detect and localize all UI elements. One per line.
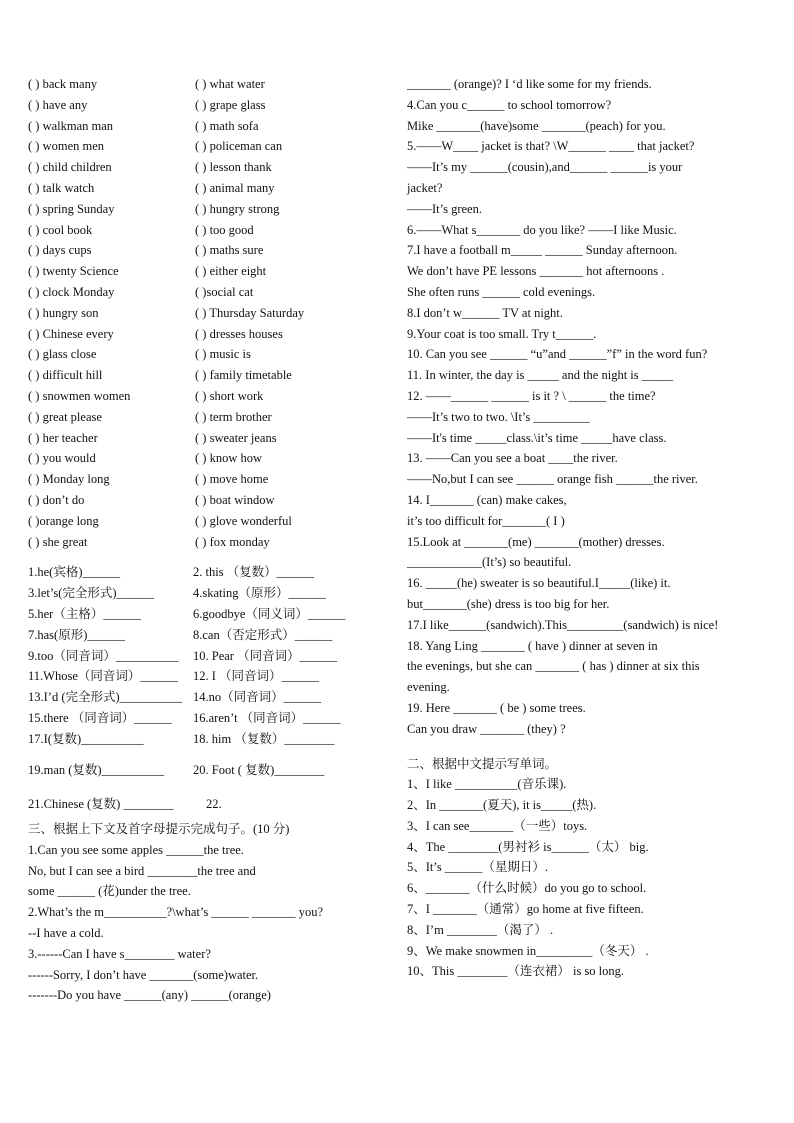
exercise-line: We don’t have PE lessons _______ hot afternoons . xyxy=(407,264,665,279)
spacer xyxy=(28,750,388,760)
section-two-line: 1、I like __________(音乐课). xyxy=(407,777,567,792)
pair-right: 18. him （复数）________ xyxy=(193,731,335,746)
word-form-item: 21.Chinese (复数) ________ xyxy=(28,797,174,812)
exercise-line: 18. Yang Ling _______ ( have ) dinner at seven in xyxy=(407,638,658,653)
section-three-line: ------Sorry, I don’t have _______(some)water. xyxy=(28,967,259,982)
pair-row xyxy=(28,261,388,282)
pair-right: ( ) music is xyxy=(195,347,251,362)
section-three-line: -------Do you have ______(any) ______(orange) xyxy=(28,988,271,1003)
pair-right: 4.skating（原形）______ xyxy=(193,586,326,601)
exercise-line: 7.I have a football m_____ ______ Sunday afternoon. xyxy=(407,243,678,258)
pair-right: 16.aren’t （同音词）______ xyxy=(193,710,341,725)
pair-left: 5.her（主格）______ xyxy=(28,606,141,621)
pair-row xyxy=(28,282,388,303)
exercise-line: ——It’s green. xyxy=(407,201,482,216)
exercise-line: evening. xyxy=(407,680,450,695)
pair-right: ( ) family timetable xyxy=(195,368,292,383)
section-two-line: 2、In _______(夏天), it is_____(热). xyxy=(407,798,597,813)
pair-row xyxy=(28,428,388,449)
exercise-line: but_______(she) dress is too big for her. xyxy=(407,596,610,611)
exercise-line: 12. ——______ ______ is it ? \ ______ the time? xyxy=(407,388,656,403)
exercise-line: Can you draw _______ (they) ? xyxy=(407,721,566,736)
pair-right: ( ) hungry strong xyxy=(195,201,280,216)
pair-right: ( ) sweater jeans xyxy=(195,430,277,445)
pair-right: ( ) move home xyxy=(195,472,269,487)
sentence-completion-lines xyxy=(407,74,765,740)
pair-left: ( ) great please xyxy=(28,409,102,424)
pair-row xyxy=(28,666,388,687)
pair-left: 15.there （同音词）______ xyxy=(28,710,172,725)
pair-right: ( ) Thursday Saturday xyxy=(195,305,305,320)
word-form-items xyxy=(28,562,388,749)
pronunciation-pairs xyxy=(28,74,388,552)
pair-row xyxy=(28,157,388,178)
exercise-line: 8.I don’t w______ TV at night. xyxy=(407,305,563,320)
pair-row xyxy=(28,625,388,646)
pair-right: 2. this （复数）______ xyxy=(193,565,315,580)
pair-row xyxy=(28,469,388,490)
pair-left: ( ) talk watch xyxy=(28,180,95,195)
pair-row xyxy=(28,178,388,199)
pair-left: ( ) twenty Science xyxy=(28,264,119,279)
pair-row xyxy=(28,490,388,511)
section-two-line: 8、I’m ________（渴了） . xyxy=(407,922,554,937)
pair-right: ( ) grape glass xyxy=(195,97,266,112)
pair-left: ( ) difficult hill xyxy=(28,368,103,383)
pair-right: ( ) dresses houses xyxy=(195,326,283,341)
pair-right: 10. Pear （同音词）______ xyxy=(193,648,338,663)
pair-right: 6.goodbye（同义词）______ xyxy=(193,606,346,621)
exercise-line: 16. _____(he) sweater is so beautiful.I_____(like) it. xyxy=(407,576,671,591)
pair-row xyxy=(28,95,388,116)
exercise-line: 6.——What s_______ do you like? ——I like Music. xyxy=(407,222,677,237)
section-three-line: some ______ (花)under the tree. xyxy=(28,884,191,899)
exercise-line: 15.Look at _______(me) _______(mother) dresses. xyxy=(407,534,665,549)
pair-row xyxy=(28,386,388,407)
pair-right: ( ) term brother xyxy=(195,409,272,424)
exercise-line: 11. In winter, the day is _____ and the night is _____ xyxy=(407,368,674,383)
section-two-line: 3、I can see_______（一些）toys. xyxy=(407,818,588,833)
pair-left: ( ) have any xyxy=(28,97,88,112)
pair-right: ( ) lesson thank xyxy=(195,160,272,175)
pair-left: 7.has(原形)______ xyxy=(28,627,125,642)
section-three-line: 3.------Can I have s________ water? xyxy=(28,946,211,961)
exercise-line: it’s too difficult for_______( I ) xyxy=(407,513,565,528)
section-three-title: 三、根据上下文及首字母提示完成句子。(10 分) xyxy=(28,822,290,837)
pair-row xyxy=(28,240,388,261)
pair-right: ( ) too good xyxy=(195,222,254,237)
pair-right: 12. I （同音词）______ xyxy=(193,669,320,684)
section-three-line: No, but I can see a bird ________the tree and xyxy=(28,863,256,878)
pair-left: 17.I(复数)__________ xyxy=(28,731,144,746)
section-two-lines xyxy=(407,774,765,982)
exercise-line: ——It's time _____class.\it’s time _____have class. xyxy=(407,430,667,445)
exercise-line: She often runs ______ cold evenings. xyxy=(407,284,596,299)
pair-left: ( ) child children xyxy=(28,160,112,175)
section-two-line: 10、This ________（连衣裙） is so long. xyxy=(407,964,625,979)
pair-left: 13.I’d (完全形式)__________ xyxy=(28,690,183,705)
pair-row xyxy=(28,532,388,553)
exercise-line: ____________(It’s) so beautiful. xyxy=(407,555,572,570)
pair-left: ( ) Chinese every xyxy=(28,326,114,341)
pair-left: 9.too（同音词）__________ xyxy=(28,648,179,663)
spacer xyxy=(28,552,388,562)
pair-right: ( ) boat window xyxy=(195,492,275,507)
pair-right: ( ) math sofa xyxy=(195,118,259,133)
pair-right: ( ) animal many xyxy=(195,180,275,195)
pair-right: ( ) either eight xyxy=(195,264,267,279)
pair-left: ( ) women men xyxy=(28,139,105,154)
pair-row xyxy=(28,448,388,469)
section-two-line: 5、It’s ______（星期日）. xyxy=(407,860,548,875)
pair-left: 3.let’s(完全形式)______ xyxy=(28,586,155,601)
pair-right: ( ) what water xyxy=(195,77,265,91)
exercise-line: 9.Your coat is too small. Try t______. xyxy=(407,326,597,341)
pair-row xyxy=(28,199,388,220)
pair-right: ( ) maths sure xyxy=(195,243,264,258)
pair-row xyxy=(28,729,388,750)
section-two-line: 6、_______（什么时候）do you go to school. xyxy=(407,881,647,896)
pair-row xyxy=(28,583,388,604)
section-three-line: 1.Can you see some apples ______the tree. xyxy=(28,842,244,857)
exercise-line: 14. I_______ (can) make cakes, xyxy=(407,492,567,507)
section-three-line: --I have a cold. xyxy=(28,926,104,941)
pair-left: ( ) walkman man xyxy=(28,118,114,133)
pair-left: ( ) snowmen women xyxy=(28,388,131,403)
pair-row xyxy=(28,344,388,365)
exercise-line: _______ (orange)? I ‘d like some for my friends. xyxy=(407,77,652,91)
pair-row xyxy=(28,562,388,583)
section-two-line: 7、I _______（通常）go home at five fifteen. xyxy=(407,902,644,917)
pair-left: ( ) she great xyxy=(28,534,88,549)
left-column xyxy=(28,74,388,1006)
pair-row xyxy=(28,687,388,708)
section-three-line: 2.What’s the m__________?\what’s ______ _______ you? xyxy=(28,905,324,920)
pair-row xyxy=(28,407,388,428)
exercise-line: 4.Can you c______ to school tomorrow? xyxy=(407,97,612,112)
section-two-line: 4、The ________(男衬衫 is______（太） big. xyxy=(407,839,649,854)
pair-left: ( ) back many xyxy=(28,77,98,91)
exercise-line: jacket? xyxy=(407,180,443,195)
pair-right: 8.can（否定形式）______ xyxy=(193,627,333,642)
exercise-line: 10. Can you see ______ “u”and ______”f” in the word fun? xyxy=(407,347,708,362)
pair-right: 14.no（同音词）______ xyxy=(193,690,322,705)
spacer xyxy=(407,740,765,754)
exercise-line: 17.I like______(sandwich).This_________(sandwich) is nice! xyxy=(407,617,719,632)
pair-row xyxy=(28,511,388,532)
exercise-line: Mike _______(have)some _______(peach) for you. xyxy=(407,118,666,133)
pair-row xyxy=(28,708,388,729)
pair-right: ( ) policeman can xyxy=(195,139,283,154)
exercise-line: the evenings, but she can _______ ( has ) dinner at six this xyxy=(407,659,700,674)
pair-right: ( ) short work xyxy=(195,388,264,403)
section-three-lines xyxy=(28,840,388,1006)
exercise-line: 19. Here _______ ( be ) some trees. xyxy=(407,700,586,715)
word-form-item: 22. xyxy=(206,797,222,812)
pair-row xyxy=(28,365,388,386)
word-form-item: 20. Foot ( 复数)________ xyxy=(193,762,325,777)
pair-left: ( ) you would xyxy=(28,451,96,466)
exercise-line: ——It’s two to two. \It’s _________ xyxy=(407,409,590,424)
pair-row xyxy=(28,136,388,157)
pair-row xyxy=(28,604,388,625)
pair-left: ( ) don’t do xyxy=(28,492,85,507)
pair-left: ( ) days cups xyxy=(28,243,92,258)
pair-left: ( )orange long xyxy=(28,513,99,528)
word-form-row xyxy=(28,760,388,781)
pair-right: ( ) know how xyxy=(195,451,263,466)
pair-left: ( ) spring Sunday xyxy=(28,201,115,216)
pair-right: ( ) glove wonderful xyxy=(195,513,292,528)
exercise-line: 13. ——Can you see a boat ____the river. xyxy=(407,451,618,466)
pair-left: ( ) hungry son xyxy=(28,305,99,320)
pair-right: ( )social cat xyxy=(195,284,254,299)
exercise-line: 5.——W____ jacket is that? \W______ ____ that jacket? xyxy=(407,139,695,154)
pair-row xyxy=(28,646,388,667)
right-column xyxy=(407,74,765,982)
section-two-title: 二、根据中文提示写单词。 xyxy=(407,756,558,771)
word-form-row xyxy=(28,794,388,815)
pair-right: ( ) fox monday xyxy=(195,534,270,549)
pair-left: ( ) clock Monday xyxy=(28,284,115,299)
word-form-item: 19.man (复数)__________ xyxy=(28,762,165,777)
exercise-line: ——It’s my ______(cousin),and______ ______is your xyxy=(407,160,683,175)
section-two-line: 9、We make snowmen in_________（冬天） . xyxy=(407,943,649,958)
pair-row xyxy=(28,303,388,324)
pair-left: ( ) her teacher xyxy=(28,430,98,445)
pair-left: ( ) glass close xyxy=(28,347,97,362)
pair-left: 1.he(宾格)______ xyxy=(28,565,120,580)
pair-row xyxy=(28,220,388,241)
spacer xyxy=(28,780,388,794)
exercise-line: ——No,but I can see ______ orange fish ______the river. xyxy=(407,472,698,487)
pair-row xyxy=(28,324,388,345)
pair-row xyxy=(28,74,388,95)
pair-left: ( ) cool book xyxy=(28,222,93,237)
pair-left: 11.Whose（同音词）______ xyxy=(28,669,178,684)
pair-row xyxy=(28,116,388,137)
pair-left: ( ) Monday long xyxy=(28,472,110,487)
